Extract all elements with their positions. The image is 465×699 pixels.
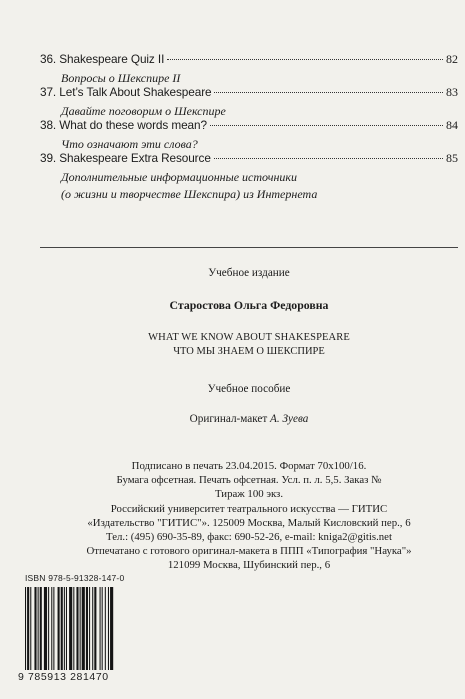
layout-credit	[40, 413, 458, 426]
toc-leader-dots	[210, 125, 443, 126]
barcode-bar	[86, 587, 88, 677]
barcode-bar	[110, 587, 113, 677]
book-title-english: WHAT WE KNOW ABOUT SHAKESPEARE	[148, 332, 350, 343]
layout-credit-name: А. Зуева	[270, 413, 309, 425]
publication-detail-line: Отпечатано с готового оригинал-макета в ППП «Типография "Наука"»	[86, 545, 412, 558]
isbn-label: ISBN 978-5-91328-147-0	[25, 573, 125, 583]
toc-entry-subtitle: Вопросы о Шекспире II	[61, 71, 181, 85]
barcode-bar	[38, 587, 39, 677]
barcode-bar	[64, 587, 65, 677]
barcode-bar	[44, 587, 47, 677]
toc-leader-dots	[167, 59, 443, 60]
toc-entry-subtitle: Давайте поговорим о Шекспире	[61, 104, 226, 118]
barcode-bar	[92, 587, 93, 677]
edition-label: Учебное издание	[208, 267, 290, 279]
barcode-bar	[100, 587, 101, 677]
toc-entry-page: 85	[446, 151, 458, 165]
barcode-bar	[48, 587, 49, 677]
barcode-bar	[73, 587, 74, 677]
toc-entry	[40, 118, 458, 152]
toc-entry-title: 39. Shakespeare Extra Resource	[40, 151, 211, 165]
publication-detail-line: Подписано в печать 23.04.2015. Формат 70х100/16.	[131, 460, 367, 472]
layout-credit-label: Оригинал-макет	[189, 413, 268, 425]
barcode-image	[19, 585, 139, 681]
publication-detail-line: 121099 Москва, Шубинский пер., 6	[167, 559, 331, 572]
publication-details	[40, 459, 458, 573]
toc-leader-dots	[214, 92, 443, 93]
barcode-bar	[76, 587, 78, 677]
toc-entry-page: 84	[446, 118, 458, 132]
book-title-russian: ЧТО МЫ ЗНАЕМ О ШЕКСПИРЕ	[173, 346, 325, 357]
toc-entry-subtitle: Дополнительные информационные источники	[61, 170, 298, 184]
barcode-bar	[27, 587, 29, 677]
barcode-bar	[94, 587, 96, 677]
author-name: Старостова Ольга Федоровна	[169, 298, 329, 312]
publication-type: Учебное пособие	[207, 383, 291, 395]
barcode-bar	[105, 587, 106, 677]
toc-entry-subtitle: (о жизни и творчестве Шекспира) из Интернета	[61, 187, 318, 201]
publication-detail-line: Тел.: (495) 690-35-89, факс: 690-52-26, e-mail: kniga2@gitis.net	[106, 531, 392, 544]
barcode-bar	[58, 587, 60, 677]
barcode-bar	[53, 587, 54, 677]
publication-detail-line: «Издательство "ГИТИС"». 125009 Москва, Малый Кисловский пер., 6	[87, 516, 411, 529]
barcode-bar	[82, 587, 85, 677]
barcode-bar	[80, 587, 81, 677]
toc-entry-subtitle: Что означают эти слова?	[61, 137, 198, 151]
toc-entry-title: 38. What do these words mean?	[40, 118, 207, 132]
barcode-bar	[40, 587, 42, 677]
barcode-bars	[19, 585, 139, 681]
barcode-bar	[34, 587, 36, 677]
toc-entry-page: 83	[446, 85, 458, 99]
barcode-digits: 9 785913 281470	[18, 670, 142, 683]
toc-entry	[40, 151, 458, 202]
publication-detail-line: Тираж 100 экз.	[214, 488, 284, 501]
barcode-bar	[66, 587, 67, 677]
barcode-bar	[69, 587, 72, 677]
toc-entry	[40, 52, 458, 86]
toc-entry-title: 36. Shakespeare Quiz II	[40, 52, 165, 66]
section-divider	[40, 247, 458, 248]
publication-detail-line: Российский университет театрального искусства — ГИТИС	[110, 502, 388, 515]
toc-entry	[40, 85, 458, 119]
barcode-bar	[51, 587, 52, 677]
barcode-bar	[25, 587, 26, 677]
toc-entry-title: 37. Let’s Talk About Shakespeare	[40, 85, 212, 99]
barcode-bar	[61, 587, 63, 677]
toc-leader-dots	[214, 158, 443, 159]
barcode-bar	[30, 587, 31, 677]
publication-detail-line: Бумага офсетная. Печать офсетная. Усл. п. л. 5,5. Заказ №	[116, 474, 382, 487]
barcode-bar	[89, 587, 90, 677]
toc-entry-page: 82	[446, 52, 458, 66]
barcode-bar	[102, 587, 103, 677]
barcode-bar	[108, 587, 109, 677]
